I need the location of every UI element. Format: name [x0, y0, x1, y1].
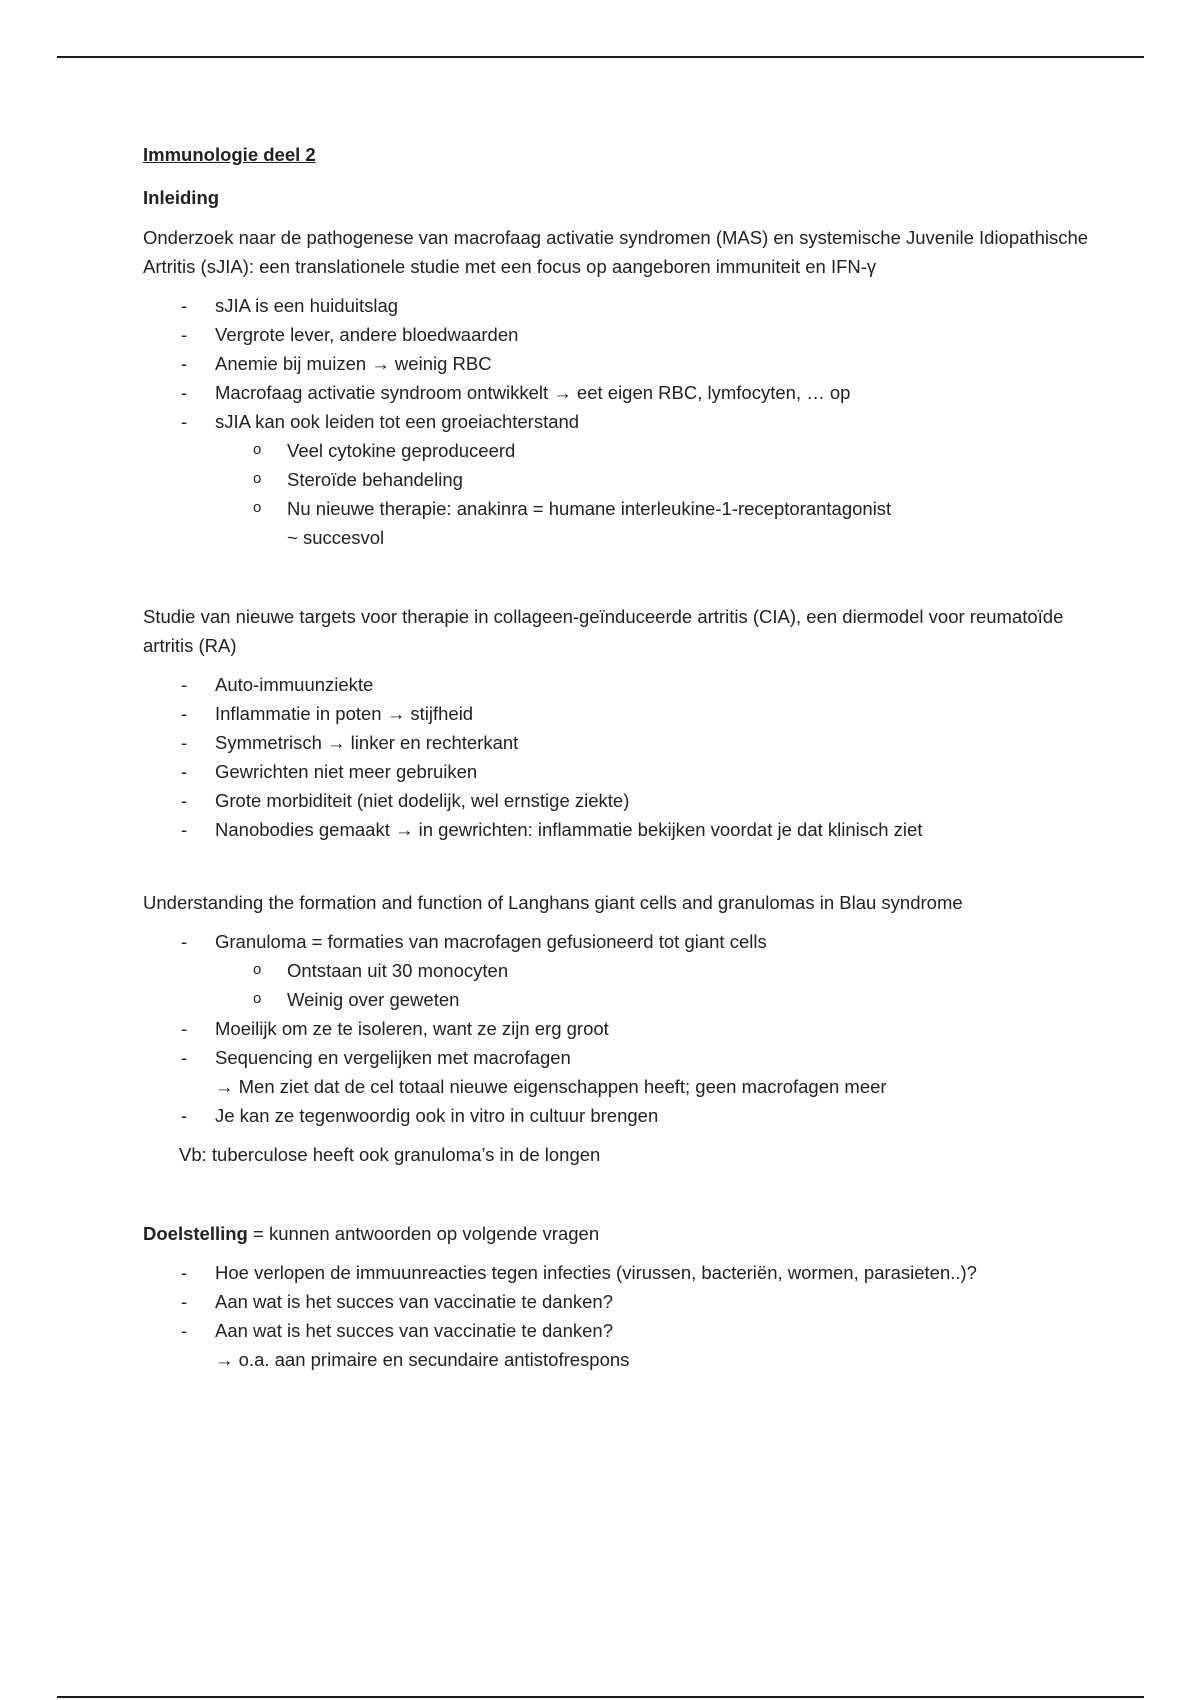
list-item: - Anemie bij muizen → weinig RBC [143, 349, 1093, 378]
sublist-item-continuation: ~ succesvol [287, 527, 385, 548]
list-item: - Vergrote lever, andere bloedwaarden [143, 320, 1093, 349]
list-item: - Grote morbiditeit (niet dodelijk, wel ernstige ziekte) [143, 786, 1093, 815]
list-item: - Aan wat is het succes van vaccinatie te danken? [143, 1287, 1093, 1316]
doelstelling-text: = kunnen antwoorden op volgende vragen [247, 1223, 600, 1244]
sublist-item [215, 494, 1093, 552]
section1-paragraph: Onderzoek naar de pathogenese van macrofaag activatie syndromen (MAS) en systemische Juvenile Idiopathische Artritis (sJIA): een translationele studie met een focus op aangeboren immuniteit en IFN-γ [143, 227, 1089, 277]
sublist-item: o Steroïde behandeling [215, 465, 1093, 494]
list-item [143, 927, 1093, 1014]
list-item: - Macrofaag activatie syndroom ontwikkelt → eet eigen RBC, lymfocyten, … op [143, 378, 1093, 407]
list-item-text: Granuloma = formaties van macrofagen gefusioneerd tot giant cells [215, 931, 767, 952]
sublist-item: o Veel cytokine geproduceerd [215, 436, 1093, 465]
list-item: - Moeilijk om ze te isoleren, want ze zijn erg groot [143, 1014, 1093, 1043]
doelstelling-label: Doelstelling [143, 1223, 248, 1244]
bottom-rule [57, 1696, 1144, 1698]
list-item: - Hoe verlopen de immuunreacties tegen infecties (virussen, bacteriën, wormen, parasieten..)? [143, 1258, 1093, 1287]
list-item: - Nanobodies gemaakt → in gewrichten: inflammatie bekijken voordat je dat klinisch ziet [143, 815, 1093, 844]
intro-heading: Inleiding [143, 187, 220, 208]
section2-paragraph: Studie van nieuwe targets voor therapie in collageen-geïnduceerde artritis (CIA), een diermodel voor reumatoïde artritis (RA) [143, 606, 1064, 656]
list-item-text: sJIA kan ook leiden tot een groeiachterstand [215, 411, 580, 432]
list-item-text: - Sequencing en vergelijken met macrofagen [215, 1047, 571, 1068]
list-item: - Symmetrisch → linker en rechterkant [143, 728, 1093, 757]
list-item: - Je kan ze tegenwoordig ook in vitro in cultuur brengen [143, 1101, 1093, 1130]
list-item: - Inflammatie in poten → stijfheid [143, 699, 1093, 728]
list-item [143, 407, 1093, 552]
section3-sublist [215, 956, 1093, 1014]
list-item [143, 1316, 1093, 1374]
list-item-continuation: → Men ziet dat de cel totaal nieuwe eigenschappen heeft; geen macrofagen meer [215, 1076, 887, 1097]
list-item: - Gewrichten niet meer gebruiken [143, 757, 1093, 786]
sublist-item-text: o Nu nieuwe therapie: anakinra = humane interleukine-1-receptorantagonist [287, 498, 892, 519]
top-rule [57, 56, 1144, 58]
document-body [143, 140, 1093, 1374]
sublist-item: o Ontstaan uit 30 monocyten [215, 956, 1093, 985]
section3-list [143, 927, 1093, 1130]
section4-list [143, 1258, 1093, 1374]
list-item-continuation: → o.a. aan primaire en secundaire antistofrespons [215, 1349, 630, 1370]
section1-sublist [215, 436, 1093, 552]
list-item-text: - Aan wat is het succes van vaccinatie te danken? [215, 1320, 613, 1341]
section1-list [143, 291, 1093, 552]
sublist-item: o Weinig over geweten [215, 985, 1093, 1014]
example-note: Vb: tuberculose heeft ook granuloma’s in de longen [179, 1144, 601, 1165]
list-item: - Auto-immuunziekte [143, 670, 1093, 699]
section3-paragraph: Understanding the formation and function of Langhans giant cells and granulomas in Blau syndrome [143, 892, 963, 913]
section4-paragraph [143, 1219, 1093, 1248]
section2-list [143, 670, 1093, 844]
document-title: Immunologie deel 2 [143, 144, 316, 165]
list-item: - sJIA is een huiduitslag [143, 291, 1093, 320]
list-item [143, 1043, 1093, 1101]
